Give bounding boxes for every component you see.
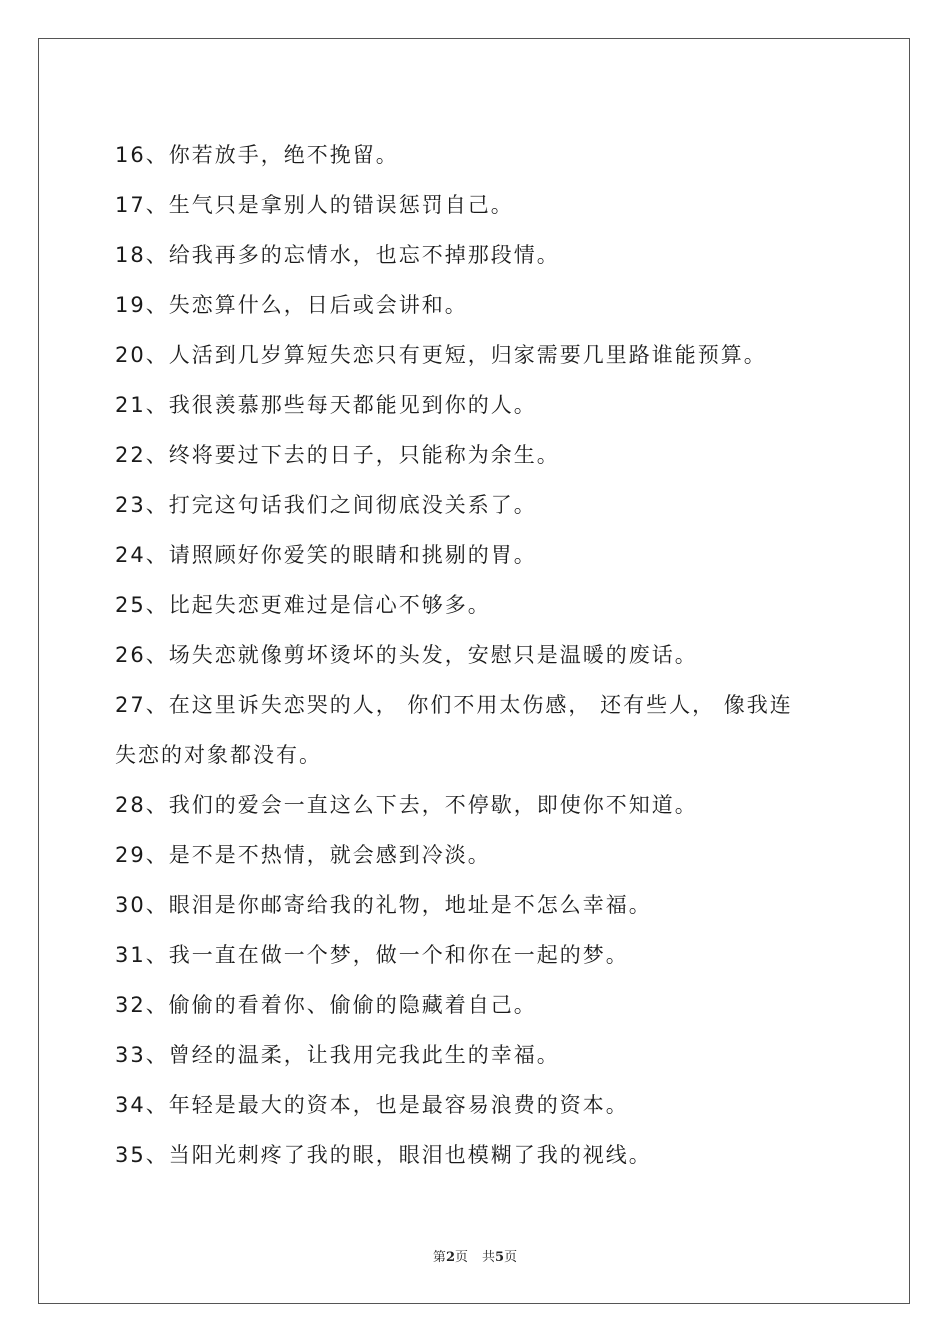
page-number-current: 2 <box>445 1250 455 1265</box>
text-line: 24、请照顾好你爱笑的眼睛和挑剔的胃。 <box>115 543 537 567</box>
page-footer <box>0 1246 950 1265</box>
text-line: 31、我一直在做一个梦，做一个和你在一起的梦。 <box>115 943 629 967</box>
text-line: 32、偷偷的看着你、偷偷的隐藏着自己。 <box>115 993 537 1017</box>
text-line: 34、年轻是最大的资本，也是最容易浪费的资本。 <box>115 1093 629 1117</box>
text-line: 29、是不是不热情，就会感到冷淡。 <box>115 843 491 867</box>
page-total-prefix: 共 <box>482 1250 496 1265</box>
text-line: 26、场失恋就像剪坏烫坏的头发，安慰只是温暖的废话。 <box>115 643 698 667</box>
page-number-prefix: 第 <box>432 1250 446 1265</box>
page-total-suffix: 页 <box>504 1250 518 1265</box>
text-line: 30、眼泪是你邮寄给我的礼物，地址是不怎么幸福。 <box>115 893 652 917</box>
text-line: 16、你若放手，绝不挽留。 <box>115 143 399 167</box>
text-line: 27、在这里诉失恋哭的人， 你们不用太伤感， 还有些人， 像我连 <box>115 693 793 717</box>
text-line: 25、比起失恋更难过是信心不够多。 <box>115 593 491 617</box>
page-total-count: 5 <box>495 1250 505 1265</box>
text-line: 21、我很羡慕那些每天都能见到你的人。 <box>115 393 537 417</box>
document-body <box>115 130 845 1180</box>
text-line: 失恋的对象都没有。 <box>115 743 322 767</box>
text-line: 22、终将要过下去的日子，只能称为余生。 <box>115 443 560 467</box>
text-line: 35、当阳光刺疼了我的眼，眼泪也模糊了我的视线。 <box>115 1143 652 1167</box>
text-line: 23、打完这句话我们之间彻底没关系了。 <box>115 493 537 517</box>
page-number-suffix: 页 <box>454 1250 468 1265</box>
text-line: 28、我们的爱会一直这么下去，不停歇，即使你不知道。 <box>115 793 698 817</box>
text-line: 20、人活到几岁算短失恋只有更短，归家需要几里路谁能预算。 <box>115 343 767 367</box>
text-line: 18、给我再多的忘情水，也忘不掉那段情。 <box>115 243 560 267</box>
text-line: 19、失恋算什么，日后或会讲和。 <box>115 293 468 317</box>
text-line: 33、曾经的温柔，让我用完我此生的幸福。 <box>115 1043 560 1067</box>
text-line: 17、生气只是拿别人的错误惩罚自己。 <box>115 193 514 217</box>
